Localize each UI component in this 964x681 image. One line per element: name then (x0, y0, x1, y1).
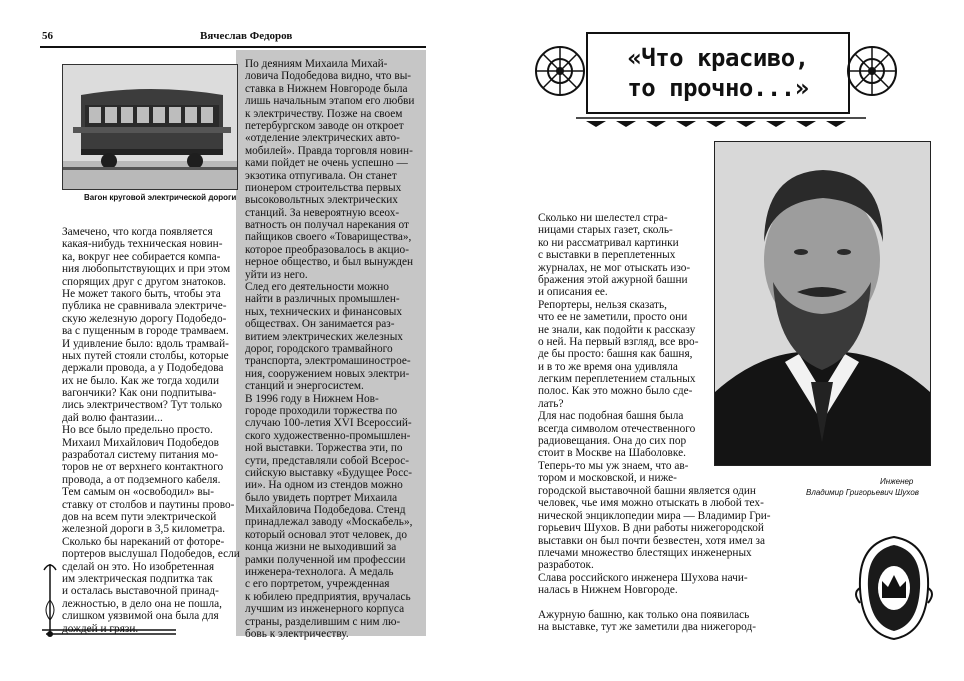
photo-caption: Вагон круговой электрической дороги (84, 193, 237, 202)
text-line: налась в Нижнем Новгороде. (538, 584, 678, 597)
text-line: ловича Подобедова видно, что вы- (245, 70, 412, 83)
text-line: ка, вокруг нее собирается компа- (62, 250, 221, 263)
text-line: Слава российского инженера Шухова начи- (538, 571, 748, 584)
text-line: журналах, не мог отыскать изо- (538, 261, 691, 274)
text-line: полос. Как это можно было сде- (538, 385, 693, 398)
text-line: страны, разделившим с ним лю- (245, 615, 401, 628)
text-line: ных путей стояли столбы, которые (62, 349, 229, 362)
text-line: ной выставки. Торжества эти, по (245, 442, 403, 455)
text-line: дорог, городского трамвайного (245, 342, 393, 355)
text-line: на выставке, тут же заметили два нижегород- (538, 621, 756, 634)
text-line: разработал систему питания мо- (62, 449, 219, 462)
text-line: ния любопытствующих и при этом (62, 263, 231, 276)
text-line: пайщиков своего «Товарищества», (245, 231, 412, 244)
title-banner (586, 32, 850, 114)
page-number: 56 (42, 30, 53, 42)
text-line: ватность он получал нарекания от (245, 219, 409, 232)
text-line: человек, чье имя можно отыскать в любой тех- (538, 497, 764, 510)
text-line: скую железную дорогу Подобедо- (62, 312, 227, 325)
text-line: ками пойдет не очень успешно — (245, 157, 408, 170)
text-line: слишком уязвимой она была для (62, 610, 219, 623)
text-line: стоит в Москве на Шаболовке. (538, 447, 686, 460)
left-column-2-text (245, 58, 414, 640)
portrait-caption-role: Инженер (880, 477, 914, 486)
text-line: Ажурную башню, как только она появилась (538, 608, 750, 621)
text-line: экзотика отпугивала. Он станет (245, 169, 397, 182)
text-line: ных, технических и финансовых (245, 305, 403, 318)
text-line: им электрическая подпитка так (62, 572, 213, 585)
text-line: бовь к электричеству. (245, 627, 349, 640)
text-line: портеров выслушал Подобедов, если (62, 548, 240, 561)
text-line: Но все было предельно просто. (62, 424, 213, 437)
text-line: «отделение электрических авто- (245, 132, 400, 145)
text-line: инженера-технолога. А медаль (245, 566, 394, 579)
text-line: их не было. Как же тогда ходили (62, 374, 219, 387)
text-line: ставку от столбов и паутины прово- (62, 498, 235, 511)
chapter-title-line-2: то прочно...» (627, 74, 809, 102)
text-line: ского художественно-промышлен- (245, 429, 411, 442)
text-line: торов не от верхнего контактного (62, 461, 224, 474)
text-line: мобилей». Правда торговля новин- (245, 144, 413, 157)
text-line: о ней. На первый взгляд, все вро- (538, 335, 699, 348)
text-line: не знали, как подойти к рассказу (538, 323, 696, 336)
text-line: и осталась выставочной принад- (62, 585, 219, 598)
text-line: городской выставочной башни является один (538, 485, 756, 497)
text-line: витием электрических железных (245, 330, 403, 343)
text-line: сути, представляли собой Всерос- (245, 454, 410, 467)
text-line: нерное общество, и был вынужден (245, 256, 414, 269)
text-line: обществах. Он занимается раз- (245, 318, 395, 331)
text-line: который основал этот человек, до (245, 528, 408, 541)
title-ornament-left (530, 30, 590, 112)
text-line: Теперь-то мы уж знаем, что ав- (538, 459, 689, 472)
text-line: было увидеть портрет Михаила (245, 491, 398, 504)
text-line: дай волю фантазии... (62, 411, 163, 424)
text-line: с выставки в переплетенных (538, 249, 676, 262)
text-line: дождей и грязи. (62, 622, 139, 635)
chapter-title-line-1: «Что красиво, (627, 44, 809, 72)
portrait-caption-name: Владимир Григорьевич Шухов (806, 488, 919, 497)
title-underline-ornament (576, 114, 866, 128)
right-column-text-top (538, 212, 698, 485)
text-line: пионером строительства первых (245, 181, 402, 194)
text-line: которое преобразовалось в акцио- (245, 243, 409, 256)
text-line: к электричеству. Позже на своем (245, 107, 403, 120)
text-line: Не может такого быть, чтобы эта (62, 287, 221, 300)
text-line: Сколько ни шелестел стра- (538, 212, 668, 224)
header-rule (40, 46, 426, 48)
text-line: бражения этой ажурной башни (538, 273, 688, 286)
text-line: лать? (538, 397, 564, 410)
text-line: железной дороги в 3,5 километра. (62, 523, 226, 536)
text-line: де бы просто: башня как башня, (538, 348, 693, 361)
text-line: По деяниям Михаила Михай- (245, 58, 388, 70)
text-line: и в то же время она удивляла (538, 360, 678, 373)
page-corner-ornament (36, 560, 186, 640)
text-line: Тем самым он «освободил» вы- (62, 486, 215, 499)
text-line: всегда символом отечественного (538, 422, 696, 435)
text-line: рамки полученной им профессии (245, 553, 406, 566)
text-line: горьевич Шухов. В дни работы нижегородской (538, 522, 764, 535)
text-line: сделай он это. Но изобретенная (62, 560, 215, 573)
text-line: плечами множество блестящих инженерных (538, 546, 752, 559)
text-line: ставка в Нижнем Новгороде была (245, 82, 408, 95)
text-line: Сколько бы нареканий от фоторе- (62, 535, 225, 548)
right-column-text-bottom (538, 485, 771, 634)
running-header-author: Вячеслав Федоров (200, 30, 293, 42)
text-line: какая-нибудь техническая новин- (62, 238, 223, 251)
text-line (538, 597, 771, 609)
text-line: лись электричеством? Тут только (62, 399, 223, 412)
text-line: разработок. (538, 559, 594, 572)
text-line: конца жизни не выходивший за (245, 541, 397, 554)
text-line: ва с пущенным в городе трамваем. (62, 325, 229, 338)
text-line: лежностью, в дело она не пошла, (62, 597, 222, 610)
text-line: лучшим из инженерного корпуса (245, 603, 405, 616)
text-line: с его портретом, учрежденная (245, 578, 390, 591)
crest-emblem (854, 533, 934, 643)
text-line: ния, сооружением новых электри- (245, 367, 410, 380)
text-line: публика не сравнивала электриче- (62, 300, 227, 313)
text-line: тором и московской, и ниже- (538, 472, 677, 485)
text-line: нической энциклопедии мира — Владимир Гри- (538, 509, 771, 522)
text-line: вагончики? Как они подпитыва- (62, 387, 217, 400)
text-line: к юбилею предприятия, вручалась (245, 590, 411, 603)
text-line: И удивление было: вдоль трамвай- (62, 337, 229, 350)
text-line: легким переплетением стальных (538, 373, 696, 386)
text-line: Замечено, что когда появляется (62, 226, 213, 238)
text-line: городе проходили торжества по (245, 404, 398, 417)
text-line: петербургском заводе он откроет (245, 119, 404, 132)
text-line: Михайловича Подобедова. Стенд (245, 504, 406, 517)
text-line: что ее не заметили, просто они (538, 311, 688, 324)
text-line: станций. За невероятную всеох- (245, 206, 400, 219)
text-line: Для нас подобная башня была (538, 410, 684, 423)
text-line: выставки он был почти безвестен, хотя имел за (538, 534, 766, 547)
text-line: принадлежал заводу «Москабель», (245, 516, 413, 529)
text-line: ии». На одном из стендов можно (245, 479, 403, 492)
text-line: ницами старых газет, сколь- (538, 224, 673, 237)
text-line: спорящих друг с другом знатоков. (62, 275, 227, 288)
text-line: Михаил Михайлович Подобедов (62, 436, 220, 449)
title-ornament-right (842, 30, 902, 112)
tram-car-photo (62, 64, 238, 190)
text-line: провода, а от подземного кабеля. (62, 473, 221, 486)
text-line: лишь начальным этапом его любви (245, 95, 415, 108)
text-line: В 1996 году в Нижнем Нов- (245, 392, 379, 405)
text-line: станций и энергосистем. (245, 380, 364, 393)
text-line: дов на всем пути электрической (62, 510, 217, 523)
text-line: сийскую выставку «Будущее Росс- (245, 466, 412, 479)
text-line: случаю 100-летия XVI Всероссий- (245, 417, 412, 430)
text-line: и описания ее. (538, 286, 608, 299)
text-line: ко ни рассматривал картинки (538, 236, 679, 249)
portrait-photo-shukhov (714, 141, 931, 466)
text-line: След его деятельности можно (245, 281, 389, 294)
text-line: радиовещания. Она до сих пор (538, 435, 687, 448)
text-line: Репортеры, нельзя сказать, (538, 298, 667, 311)
text-line: транспорта, электромашинострое- (245, 355, 411, 368)
text-line: найти в различных промышлен- (245, 293, 400, 306)
text-line: держали провода, а у Подобедова (62, 362, 224, 375)
text-line: высоковольтных электрических (245, 194, 398, 207)
text-line: уйти из него. (245, 268, 308, 281)
